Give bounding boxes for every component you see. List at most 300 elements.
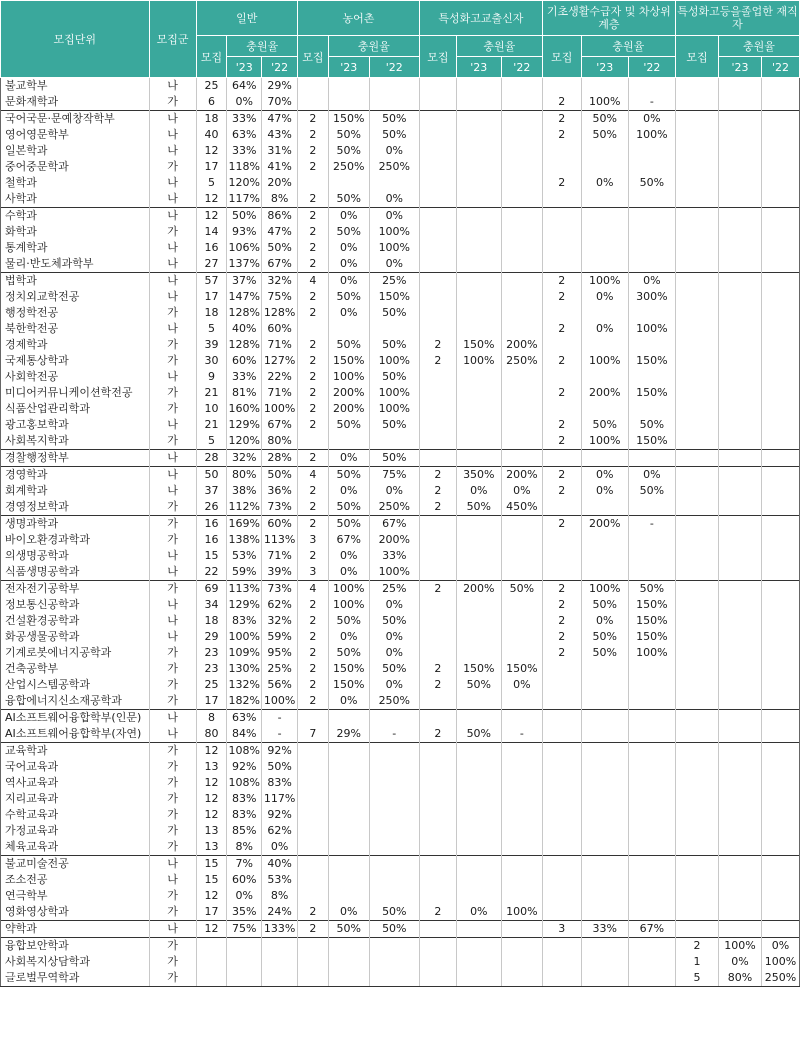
lowincome-rate-22-cell: - xyxy=(628,516,675,533)
lowincome-recruit-cell xyxy=(542,337,581,353)
general-rate-23-cell: 33% xyxy=(227,143,262,159)
general-rate-23-cell: 59% xyxy=(227,564,262,581)
table-row xyxy=(1,839,800,856)
specialized-rate-22-cell xyxy=(501,305,542,321)
table-row xyxy=(1,127,800,143)
general-rate-23-cell: 113% xyxy=(228,582,260,595)
general-rate-22-cell: 70% xyxy=(262,94,298,111)
group-cell: 가 xyxy=(149,401,196,417)
rural-recruit-cell: 2 xyxy=(298,613,329,629)
general-rate-22-cell: 47% xyxy=(262,224,298,240)
table-row xyxy=(1,710,800,727)
specialized-rate-22-cell xyxy=(501,321,542,337)
year-2023-header: '23 xyxy=(328,57,369,78)
rural-rate-23-cell: 100% xyxy=(328,581,369,598)
employed-rate-23-cell xyxy=(718,710,761,727)
specialized-recruit-cell xyxy=(419,305,456,321)
employed-rate-23-cell xyxy=(718,823,761,839)
general-rate-23-cell: 8% xyxy=(227,839,262,856)
specialized-rate-23-cell xyxy=(456,710,501,727)
general-rate-23-cell: 106% xyxy=(228,241,260,254)
rural-rate-22-cell: 100% xyxy=(369,240,419,256)
employed-rate-22-cell xyxy=(761,224,799,240)
group-cell: 가 xyxy=(149,94,196,111)
specialized-recruit-cell xyxy=(419,564,456,581)
group-header: 모집군 xyxy=(149,1,196,78)
employed-recruit-cell xyxy=(675,807,718,823)
rural-recruit-cell: 2 xyxy=(298,111,329,128)
year-2022-header: '22 xyxy=(262,57,298,78)
lowincome-rate-22-cell xyxy=(628,759,675,775)
category-rural-header: 농어촌 xyxy=(298,1,420,36)
lowincome-rate-22-cell xyxy=(628,548,675,564)
lowincome-recruit-cell: 2 xyxy=(542,629,581,645)
general-rate-22-cell: 67% xyxy=(262,256,298,273)
specialized-rate-23-cell xyxy=(456,369,501,385)
employed-rate-23-cell xyxy=(718,401,761,417)
rural-rate-22-cell: 100% xyxy=(369,224,419,240)
employed-rate-23-cell xyxy=(718,337,761,353)
group-cell: 나 xyxy=(149,564,196,581)
general-recruit-cell: 26 xyxy=(196,499,227,516)
lowincome-rate-23-cell xyxy=(581,401,628,417)
group-cell: 가 xyxy=(149,743,196,760)
lowincome-rate-23-cell: 100% xyxy=(581,273,628,290)
unit-name-cell: 수학교육과 xyxy=(1,807,150,823)
specialized-rate-22-cell xyxy=(501,693,542,710)
employed-rate-22-cell xyxy=(761,159,799,175)
unit-name-cell: 회계학과 xyxy=(1,483,150,499)
specialized-rate-23-cell: 50% xyxy=(456,499,501,516)
employed-rate-22-cell xyxy=(761,759,799,775)
employed-recruit-cell xyxy=(675,661,718,677)
general-rate-22-cell: 47% xyxy=(262,111,298,128)
rural-recruit-cell: 4 xyxy=(298,273,329,290)
rural-recruit-cell: 7 xyxy=(298,726,329,743)
specialized-rate-23-cell xyxy=(456,273,501,290)
general-rate-23-cell: 147% xyxy=(228,290,260,303)
lowincome-rate-22-cell: 50% xyxy=(628,175,675,191)
specialized-recruit-cell xyxy=(419,127,456,143)
general-rate-23-cell xyxy=(227,970,262,987)
general-recruit-cell: 5 xyxy=(196,175,227,191)
table-row xyxy=(1,433,800,450)
rural-rate-23-cell: 50% xyxy=(328,143,369,159)
unit-name-cell: 사회복지상담학과 xyxy=(1,954,150,970)
unit-name-cell: 경찰행정학부 xyxy=(1,450,150,467)
general-rate-22-cell: 31% xyxy=(262,143,298,159)
lowincome-recruit-cell: 2 xyxy=(542,353,581,369)
lowincome-rate-22-cell xyxy=(628,369,675,385)
specialized-rate-22-cell xyxy=(501,775,542,791)
table-row xyxy=(1,273,800,290)
lowincome-recruit-cell: 2 xyxy=(542,127,581,143)
general-rate-22-cell: 50% xyxy=(262,467,298,484)
table-row xyxy=(1,807,800,823)
specialized-rate-22-cell xyxy=(501,208,542,225)
employed-recruit-cell xyxy=(675,629,718,645)
rural-rate-22-cell xyxy=(369,823,419,839)
specialized-rate-23-cell: 150% xyxy=(456,337,501,353)
employed-rate-23-cell xyxy=(718,921,761,938)
lowincome-recruit-cell xyxy=(542,224,581,240)
rural-rate-23-cell xyxy=(328,743,369,760)
table-row xyxy=(1,78,800,95)
general-rate-22-cell: 62% xyxy=(262,597,298,613)
employed-rate-23-cell xyxy=(718,807,761,823)
specialized-rate-23-cell: 50% xyxy=(456,726,501,743)
specialized-recruit-cell xyxy=(419,94,456,111)
rural-recruit-cell xyxy=(298,175,329,191)
group-cell: 나 xyxy=(149,369,196,385)
specialized-rate-23-cell: 200% xyxy=(456,581,501,598)
specialized-recruit-cell xyxy=(419,401,456,417)
specialized-recruit-cell xyxy=(419,597,456,613)
specialized-rate-23-cell: 0% xyxy=(456,904,501,921)
group-cell: 나 xyxy=(149,629,196,645)
unit-name-cell: 사회복지학과 xyxy=(1,433,150,450)
specialized-recruit-cell xyxy=(419,710,456,727)
lowincome-rate-23-cell: 0% xyxy=(581,321,628,337)
general-rate-23-cell: 120% xyxy=(228,176,260,189)
specialized-rate-23-cell xyxy=(456,954,501,970)
unit-name-cell: 통계학과 xyxy=(1,240,150,256)
specialized-rate-23-cell xyxy=(456,127,501,143)
table-row xyxy=(1,693,800,710)
rural-rate-23-cell xyxy=(328,775,369,791)
lowincome-recruit-cell xyxy=(542,823,581,839)
rural-rate-23-cell: 50% xyxy=(328,191,369,208)
specialized-rate-23-cell xyxy=(456,240,501,256)
employed-recruit-cell xyxy=(675,597,718,613)
rural-rate-23-cell: 0% xyxy=(328,629,369,645)
general-rate-23-cell: 129% xyxy=(228,418,260,431)
lowincome-recruit-cell xyxy=(542,888,581,904)
rural-recruit-cell: 2 xyxy=(298,499,329,516)
general-rate-23-cell xyxy=(227,938,262,955)
general-rate-23-cell: 182% xyxy=(227,693,262,710)
specialized-rate-23-cell xyxy=(456,143,501,159)
specialized-rate-23-cell xyxy=(456,208,501,225)
rural-recruit-cell xyxy=(298,888,329,904)
employed-recruit-cell xyxy=(675,240,718,256)
general-rate-23-cell: 40% xyxy=(227,321,262,337)
rural-rate-22-cell xyxy=(369,78,419,95)
rural-rate-22-cell: 150% xyxy=(369,289,419,305)
employed-rate-22-cell xyxy=(761,450,799,467)
table-row xyxy=(1,353,800,369)
lowincome-recruit-cell: 2 xyxy=(542,597,581,613)
employed-rate-22-cell: 250% xyxy=(761,970,799,987)
rural-rate-23-cell xyxy=(328,938,369,955)
rural-rate-23-cell: 0% xyxy=(328,208,369,225)
employed-rate-23-cell xyxy=(718,483,761,499)
unit-name-cell: 물리·반도체과학부 xyxy=(1,256,150,273)
lowincome-rate-22-cell: 67% xyxy=(628,921,675,938)
general-recruit-cell: 10 xyxy=(196,401,227,417)
employed-recruit-cell xyxy=(675,888,718,904)
employed-rate-23-cell xyxy=(718,661,761,677)
specialized-rate-22-cell xyxy=(501,516,542,533)
general-recruit-cell: 16 xyxy=(196,516,227,533)
specialized-rate-22-cell: 50% xyxy=(501,581,542,598)
lowincome-recruit-cell xyxy=(542,726,581,743)
general-rate-22-cell: 59% xyxy=(262,629,298,645)
general-rate-23-cell: 32% xyxy=(227,450,262,467)
lowincome-recruit-cell xyxy=(542,759,581,775)
group-cell: 나 xyxy=(149,872,196,888)
specialized-rate-22-cell xyxy=(501,938,542,955)
specialized-recruit-cell xyxy=(419,191,456,208)
group-cell: 가 xyxy=(149,581,196,598)
rural-recruit-cell: 2 xyxy=(298,289,329,305)
unit-name-cell: 국제통상학과 xyxy=(1,353,150,369)
lowincome-recruit-cell xyxy=(542,305,581,321)
rural-rate-22-cell: 0% xyxy=(369,143,419,159)
employed-rate-22-cell xyxy=(761,499,799,516)
lowincome-rate-22-cell: 50% xyxy=(628,483,675,499)
lowincome-recruit-cell: 2 xyxy=(542,94,581,111)
general-recruit-cell: 23 xyxy=(196,661,227,677)
category-specialized-hs-header: 특성화고교출신자 xyxy=(419,1,542,36)
rural-recruit-cell xyxy=(298,856,329,873)
specialized-rate-22-cell xyxy=(501,629,542,645)
lowincome-rate-23-cell xyxy=(581,807,628,823)
lowincome-rate-23-cell xyxy=(581,143,628,159)
general-rate-23-cell: 130% xyxy=(228,662,260,675)
employed-recruit-cell xyxy=(675,224,718,240)
employed-rate-22-cell xyxy=(761,791,799,807)
specialized-rate-22-cell xyxy=(501,791,542,807)
table-row xyxy=(1,726,800,743)
general-rate-23-cell: 84% xyxy=(227,726,262,743)
lowincome-rate-22-cell xyxy=(628,823,675,839)
specialized-rate-22-cell xyxy=(501,564,542,581)
year-2022-header: '22 xyxy=(369,57,419,78)
lowincome-rate-23-cell: 50% xyxy=(581,597,628,613)
employed-rate-22-cell xyxy=(761,743,799,760)
specialized-rate-23-cell xyxy=(456,256,501,273)
table-row xyxy=(1,94,800,111)
employed-rate-23-cell xyxy=(718,450,761,467)
specialized-rate-22-cell xyxy=(501,127,542,143)
rural-rate-23-cell: 0% xyxy=(328,564,369,581)
general-recruit-cell: 39 xyxy=(196,337,227,353)
rural-recruit-cell xyxy=(298,321,329,337)
rural-rate-23-cell: 150% xyxy=(328,353,369,369)
group-cell: 가 xyxy=(149,904,196,921)
lowincome-recruit-cell: 2 xyxy=(542,385,581,401)
general-recruit-cell: 21 xyxy=(196,417,227,433)
rural-rate-22-cell: 50% xyxy=(369,450,419,467)
table-row xyxy=(1,337,800,353)
general-recruit-cell: 12 xyxy=(196,807,227,823)
employed-recruit-cell xyxy=(675,613,718,629)
recruit-header: 모집 xyxy=(675,36,718,78)
unit-name-cell: 전자전기공학부 xyxy=(1,581,150,598)
general-rate-22-cell: 62% xyxy=(262,823,298,839)
group-cell: 나 xyxy=(149,191,196,208)
general-recruit-cell: 80 xyxy=(196,726,227,743)
employed-rate-23-cell xyxy=(718,127,761,143)
general-rate-22-cell: 92% xyxy=(262,743,298,760)
employed-rate-23-cell xyxy=(718,645,761,661)
specialized-rate-23-cell xyxy=(456,532,501,548)
general-rate-22-cell: 80% xyxy=(262,433,298,450)
specialized-recruit-cell: 2 xyxy=(419,581,456,598)
table-body xyxy=(1,78,800,987)
group-cell: 나 xyxy=(149,321,196,337)
unit-name-cell: 행정학전공 xyxy=(1,305,150,321)
employed-rate-22-cell xyxy=(761,78,799,95)
lowincome-rate-23-cell: 33% xyxy=(581,921,628,938)
general-rate-23-cell: 92% xyxy=(227,759,262,775)
rural-rate-22-cell: 50% xyxy=(369,661,419,677)
general-rate-23-cell: 108% xyxy=(228,744,260,757)
general-rate-23-cell: 50% xyxy=(227,208,262,225)
lowincome-rate-23-cell xyxy=(581,839,628,856)
employed-rate-23-cell xyxy=(718,208,761,225)
unit-name-cell: 교육학과 xyxy=(1,743,150,760)
rural-recruit-cell xyxy=(298,743,329,760)
lowincome-rate-23-cell xyxy=(581,450,628,467)
specialized-rate-22-cell xyxy=(501,856,542,873)
lowincome-recruit-cell: 2 xyxy=(542,483,581,499)
general-recruit-cell: 17 xyxy=(196,693,227,710)
table-row xyxy=(1,208,800,225)
group-cell: 가 xyxy=(149,661,196,677)
table-row xyxy=(1,256,800,273)
specialized-rate-22-cell xyxy=(501,532,542,548)
general-rate-22-cell: 32% xyxy=(262,273,298,290)
general-rate-22-cell: 73% xyxy=(262,581,298,598)
employed-rate-22-cell xyxy=(761,872,799,888)
employed-recruit-cell xyxy=(675,548,718,564)
employed-rate-23-cell xyxy=(718,321,761,337)
category-general-header: 일반 xyxy=(196,1,297,36)
specialized-rate-23-cell xyxy=(456,970,501,987)
rural-rate-23-cell: 0% xyxy=(328,548,369,564)
specialized-rate-22-cell: - xyxy=(501,726,542,743)
general-rate-22-cell xyxy=(262,970,298,987)
rural-rate-22-cell xyxy=(369,775,419,791)
rural-rate-22-cell xyxy=(369,888,419,904)
general-rate-23-cell: 63% xyxy=(227,127,262,143)
group-cell: 나 xyxy=(149,710,196,727)
rural-recruit-cell: 2 xyxy=(298,353,329,369)
group-cell: 가 xyxy=(149,759,196,775)
specialized-recruit-cell xyxy=(419,839,456,856)
employed-rate-23-cell xyxy=(718,369,761,385)
group-cell: 가 xyxy=(149,888,196,904)
rural-recruit-cell: 2 xyxy=(298,677,329,693)
employed-rate-23-cell xyxy=(718,532,761,548)
rural-rate-23-cell: 50% xyxy=(328,289,369,305)
employed-recruit-cell xyxy=(675,159,718,175)
rural-recruit-cell: 2 xyxy=(298,904,329,921)
specialized-rate-23-cell xyxy=(456,401,501,417)
specialized-recruit-cell xyxy=(419,321,456,337)
specialized-recruit-cell xyxy=(419,224,456,240)
rural-rate-23-cell xyxy=(328,759,369,775)
unit-name-cell: 생명과학과 xyxy=(1,516,150,533)
rural-recruit-cell: 2 xyxy=(298,256,329,273)
specialized-rate-22-cell xyxy=(501,240,542,256)
employed-rate-22-cell xyxy=(761,677,799,693)
specialized-rate-23-cell xyxy=(456,775,501,791)
employed-recruit-cell xyxy=(675,191,718,208)
unit-name-cell: AI소프트웨어융합학부(인문) xyxy=(1,710,150,727)
general-rate-23-cell: 128% xyxy=(228,306,260,319)
fill-rate-header: 충원율 xyxy=(328,36,419,57)
general-recruit-cell: 13 xyxy=(196,823,227,839)
general-rate-22-cell: 24% xyxy=(262,904,298,921)
employed-rate-22-cell xyxy=(761,807,799,823)
specialized-recruit-cell xyxy=(419,888,456,904)
employed-recruit-cell xyxy=(675,839,718,856)
general-rate-23-cell: 53% xyxy=(227,548,262,564)
employed-recruit-cell xyxy=(675,710,718,727)
fill-rate-header: 충원율 xyxy=(227,36,298,57)
rural-rate-22-cell: 33% xyxy=(369,548,419,564)
unit-name-cell: 약학과 xyxy=(1,921,150,938)
rural-rate-22-cell xyxy=(369,954,419,970)
lowincome-rate-22-cell xyxy=(628,954,675,970)
category-employed-grad-header: 특성화고등을졸업한 재직자 xyxy=(675,1,799,36)
lowincome-rate-22-cell: - xyxy=(628,94,675,111)
general-rate-23-cell: 35% xyxy=(227,904,262,921)
specialized-recruit-cell: 2 xyxy=(419,353,456,369)
rural-rate-22-cell xyxy=(369,791,419,807)
employed-rate-23-cell xyxy=(718,289,761,305)
rural-rate-22-cell xyxy=(369,807,419,823)
recruit-header: 모집 xyxy=(196,36,227,78)
employed-rate-23-cell xyxy=(718,78,761,95)
rural-rate-22-cell xyxy=(369,856,419,873)
general-rate-23-cell: 120% xyxy=(227,433,262,450)
rural-recruit-cell: 2 xyxy=(298,385,329,401)
rural-rate-22-cell: 0% xyxy=(369,629,419,645)
employed-recruit-cell xyxy=(675,645,718,661)
rural-rate-22-cell: 0% xyxy=(369,191,419,208)
unit-name-cell: 정보통신공학과 xyxy=(1,597,150,613)
unit-name-cell: 법학과 xyxy=(1,273,150,290)
unit-name-cell: 경영학과 xyxy=(1,467,150,484)
employed-recruit-cell xyxy=(675,127,718,143)
rural-rate-23-cell: 50% xyxy=(328,921,369,938)
lowincome-recruit-cell xyxy=(542,677,581,693)
group-cell: 나 xyxy=(149,143,196,159)
rural-rate-23-cell xyxy=(328,433,369,450)
rural-rate-23-cell: 0% xyxy=(328,273,369,290)
specialized-rate-23-cell xyxy=(456,159,501,175)
unit-name-cell: 영어영문학부 xyxy=(1,127,150,143)
specialized-rate-22-cell xyxy=(501,417,542,433)
rural-recruit-cell: 3 xyxy=(298,532,329,548)
lowincome-recruit-cell xyxy=(542,159,581,175)
general-rate-23-cell: 75% xyxy=(227,921,262,938)
table-row xyxy=(1,564,800,581)
employed-recruit-cell xyxy=(675,467,718,484)
fill-rate-header: 충원율 xyxy=(456,36,542,57)
rural-rate-22-cell: 50% xyxy=(369,369,419,385)
group-cell: 가 xyxy=(149,645,196,661)
rural-rate-23-cell: 0% xyxy=(328,693,369,710)
general-rate-22-cell: 40% xyxy=(262,856,298,873)
lowincome-rate-23-cell: 0% xyxy=(581,613,628,629)
group-cell: 나 xyxy=(149,613,196,629)
lowincome-rate-22-cell xyxy=(628,775,675,791)
